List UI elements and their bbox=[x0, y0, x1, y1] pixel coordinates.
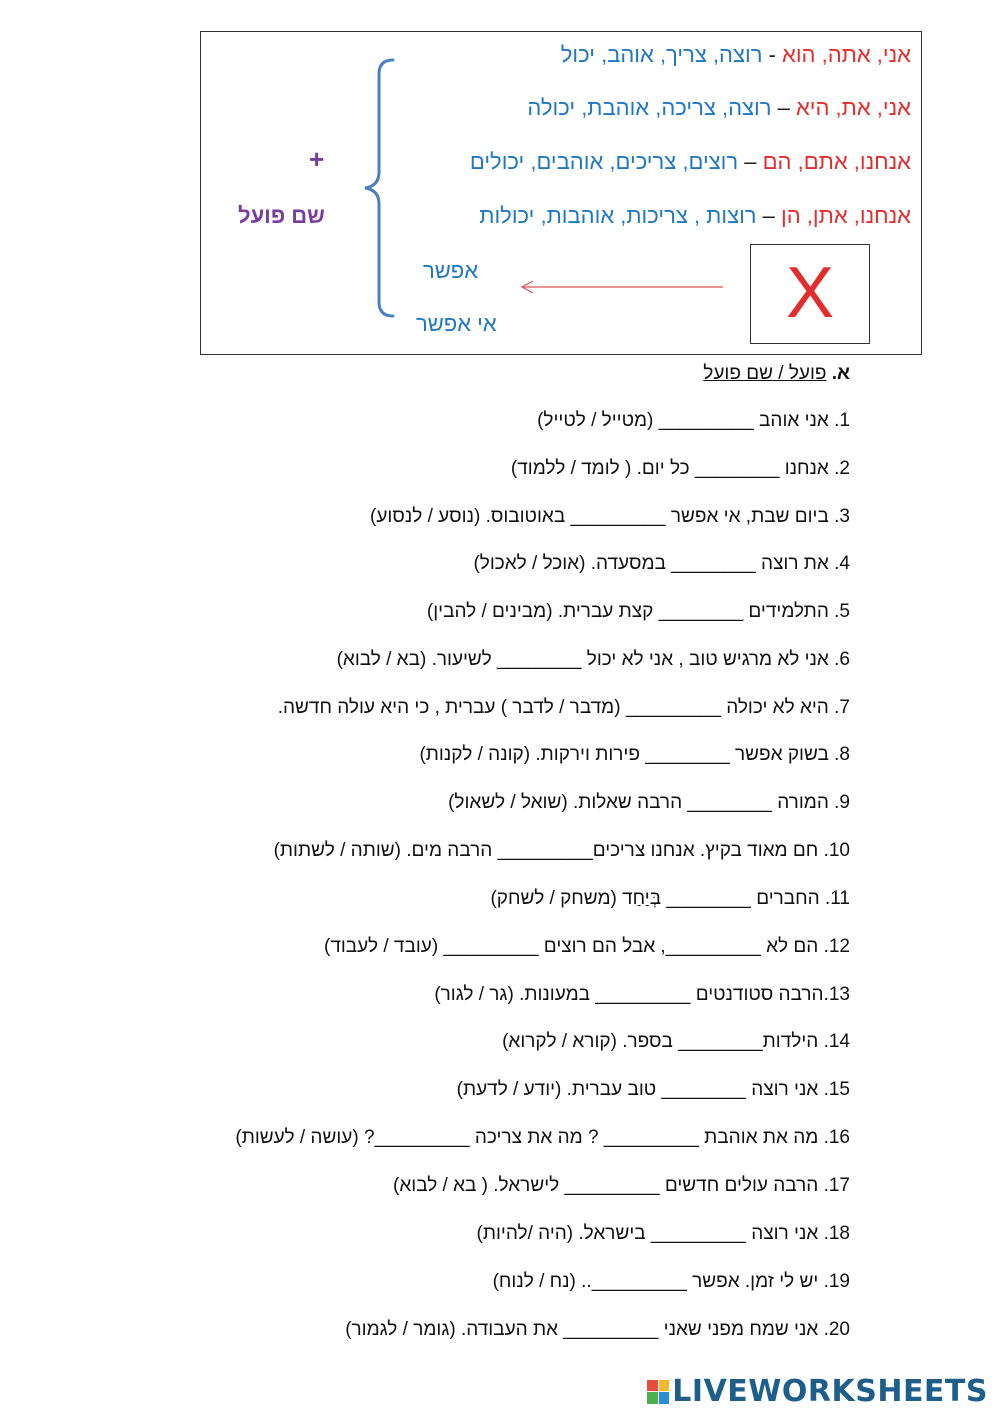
question-text: הילדות________ בספר. (קורא / לקרוא) bbox=[502, 1031, 819, 1052]
question-item bbox=[337, 649, 850, 671]
question-number: 7. bbox=[834, 697, 850, 718]
plus-sign: + bbox=[309, 144, 325, 174]
rule-separator: – bbox=[738, 149, 763, 174]
question-text: אני רוצה _________ בישראל. (היה /להיות) bbox=[476, 1223, 819, 1244]
question-text: המורה ________ הרבה שאלות. (שואל / לשאול) bbox=[448, 792, 829, 813]
question-number: 4. bbox=[834, 553, 850, 574]
question-text: אנחנו ________ כל יום. ( לומד / ללמוד) bbox=[510, 458, 829, 479]
question-item bbox=[457, 1079, 850, 1101]
question-item bbox=[448, 792, 850, 814]
question-item bbox=[434, 984, 850, 1006]
x-mark-box bbox=[750, 244, 870, 344]
question-item bbox=[427, 601, 850, 623]
question-item bbox=[235, 1127, 850, 1149]
rule-separator: – bbox=[756, 203, 782, 228]
question-text: ביום שבת, אי אפשר _________ באוטובוס. (נוסע / לנסוע) bbox=[370, 506, 829, 527]
question-item bbox=[511, 458, 850, 480]
section-heading bbox=[703, 363, 850, 385]
question-number: 6. bbox=[834, 649, 850, 670]
question-number: 1. bbox=[834, 410, 850, 431]
question-number: 19. bbox=[823, 1271, 850, 1292]
liveworksheets-logo-icon bbox=[647, 1380, 669, 1404]
question-number: 9. bbox=[834, 792, 850, 813]
question-text: היא לא יכולה _________ (מדבר / לדבר ) עברית , כי היא עולה חדשה. bbox=[277, 697, 829, 718]
rule-line-2 bbox=[527, 95, 911, 121]
liveworksheets-logo[interactable] bbox=[647, 1374, 988, 1409]
question-text: את רוצה ________ במסעדה. (אוכל / לאכול) bbox=[473, 553, 829, 574]
rule-verbs: רוצות , צריכות, אוהבות, יכולות bbox=[479, 203, 757, 228]
rule-pronouns: אנחנו, אתן, הן bbox=[781, 203, 911, 228]
question-number: 16. bbox=[823, 1127, 850, 1148]
question-text: חם מאוד בקיץ. אנחנו צריכים_________ הרבה מים. (שותה / לשתות) bbox=[273, 840, 819, 861]
x-mark: X bbox=[785, 253, 835, 333]
question-number: 11. bbox=[824, 888, 850, 909]
question-number: 12. bbox=[823, 936, 850, 957]
section-letter: א. bbox=[831, 363, 850, 384]
question-number: 10. bbox=[823, 840, 850, 861]
question-item bbox=[502, 1031, 850, 1053]
rule-pronouns: אנחנו, אתם, הם bbox=[762, 149, 911, 174]
question-text: בשוק אפשר ________ פירות וירקות. (קונה / לקנות) bbox=[419, 744, 829, 765]
rule-pronouns: אני, אתה, הוא bbox=[782, 42, 911, 67]
rule-verbs: רוצה, צריכה, אוהבת, יכולה bbox=[527, 95, 772, 120]
question-item bbox=[274, 840, 850, 862]
question-item bbox=[493, 1271, 850, 1293]
question-item bbox=[370, 506, 850, 528]
question-text: מה את אוהבת _________ ? מה את צריכה _________? (עושה / לעשות) bbox=[235, 1127, 819, 1148]
question-item bbox=[393, 1175, 850, 1197]
question-number: 14. bbox=[823, 1031, 850, 1052]
rule-line-4 bbox=[479, 203, 911, 229]
question-text: אני לא מרגיש טוב , אני לא יכול ________ לשיעור. (בא / לבוא) bbox=[336, 649, 829, 670]
question-number: 15. bbox=[823, 1079, 850, 1100]
question-item bbox=[345, 1319, 850, 1341]
arrow-left-icon bbox=[519, 280, 725, 294]
question-number: 13. bbox=[823, 984, 850, 1005]
rule-separator: - bbox=[762, 42, 783, 67]
rule-box bbox=[200, 31, 922, 355]
question-number: 5. bbox=[834, 601, 850, 622]
question-text: הם לא _________, אבל הם רוצים _________ (עובד / לעבוד) bbox=[324, 936, 819, 957]
question-number: 2. bbox=[834, 458, 850, 479]
question-item bbox=[324, 936, 850, 958]
rule-pronouns: אני, את, היא bbox=[795, 95, 911, 120]
impossible-label: אי אפשר bbox=[416, 311, 497, 336]
possible-label: אפשר bbox=[423, 258, 479, 283]
question-text: הרבה עולים חדשים _________ לישראל. ( בא / לבוא) bbox=[393, 1175, 819, 1196]
question-number: 3. bbox=[834, 506, 850, 527]
question-item bbox=[490, 888, 850, 910]
logo-text: LIVEWORKSHEETS bbox=[672, 1374, 988, 1409]
question-item bbox=[473, 553, 850, 575]
question-text: אני שמח מפני שאני _________ את העבודה. (גומר / לגמור) bbox=[345, 1319, 819, 1340]
question-number: 20. bbox=[823, 1319, 850, 1340]
question-text: יש לי זמן. אפשר _________.. (נח / לנוח) bbox=[492, 1271, 819, 1292]
question-item bbox=[537, 410, 850, 432]
infinitive-label: שם פועל bbox=[238, 203, 325, 228]
question-text: החברים ________ בְּיַחַד (משחק / לשחק) bbox=[490, 888, 820, 909]
question-number: 18. bbox=[823, 1223, 850, 1244]
rule-line-1 bbox=[561, 42, 911, 68]
question-text: הרבה סטודנטים _________ במעונות. (גר / לגור) bbox=[434, 984, 824, 1005]
question-item bbox=[477, 1223, 850, 1245]
question-number: 8. bbox=[834, 744, 850, 765]
question-item bbox=[278, 697, 850, 719]
section-title: פועל / שם פועל bbox=[703, 363, 827, 384]
question-text: אני אוהב _________ (מטייל / לטייל) bbox=[537, 410, 829, 431]
rule-verbs: רוצה, צריך, אוהב, יכול bbox=[560, 42, 763, 67]
question-text: אני רוצה ________ טוב עברית. (יודע / לדעת) bbox=[456, 1079, 819, 1100]
rule-line-3 bbox=[470, 149, 911, 175]
question-number: 17. bbox=[823, 1175, 850, 1196]
rule-separator: – bbox=[771, 95, 796, 120]
question-item bbox=[419, 744, 850, 766]
curly-brace-icon bbox=[361, 54, 401, 322]
rule-verbs: רוצים, צריכים, אוהבים, יכולים bbox=[469, 149, 739, 174]
question-text: התלמידים ________ קצת עברית. (מבינים / להבין) bbox=[426, 601, 829, 622]
